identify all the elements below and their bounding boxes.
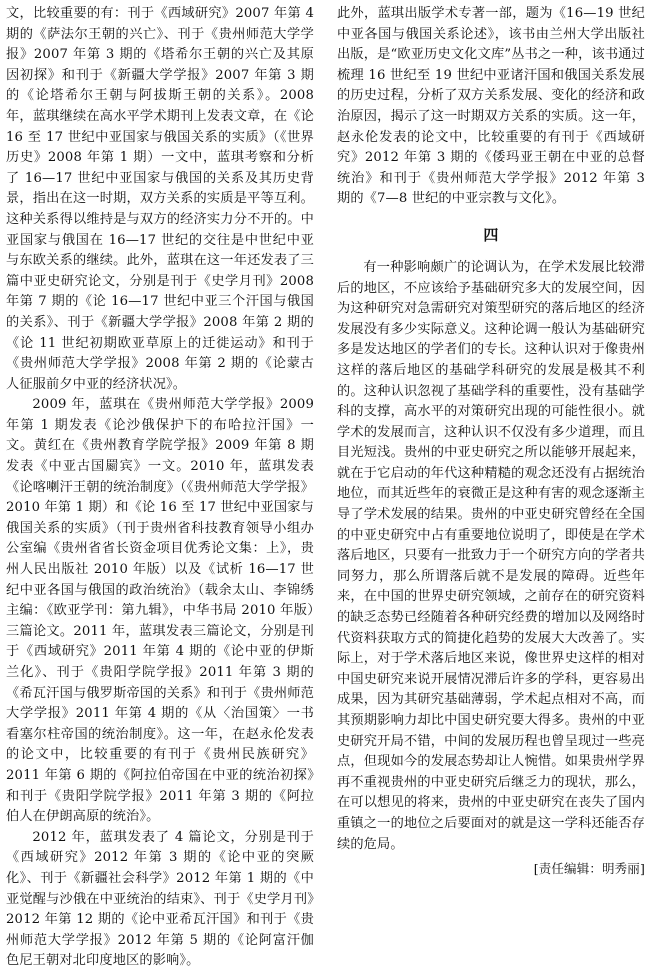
editor-note: [责任编辑：明秀丽]	[533, 861, 645, 877]
left-column	[6, 4, 314, 972]
section-heading: 四	[483, 225, 499, 244]
right-column	[337, 4, 645, 879]
paragraph-2012: 2012 年，蓝琪发表了 4 篇论文，分别是刊于《西域研究》2012 年第 3 期的《论中亚的突厥化》、刊于《新疆社会科学》2012 年第 1 期的《中亚觉醒与沙俄在中亚统治的结束》、刊于《史学月刊》2012 年第 12 期的《论中亚希瓦汗国》和刊于《贵州师范大学学报》2012 年第 5 期的《论阿富汗伽色尼王朝对北印度地区的影响》。	[6, 829, 314, 969]
paragraph-conclusion: 有一种影响颇广的论调认为，在学术发展比较滞后的地区，不应该给予基础研究多大的发展空间，因为这种研究对急需研究对策型研究的落后地区的经济发展没有多少实际意义。这种论调一般认为基础研究多是发达地区的学者们的专长。这种认识对于像贵州这样的落后地区的基础学科研究的发展是极其不利的。这种认识忽视了基础学科的重要性，没有基础学科的支撑，高水平的对策研究出现的可能性很小。就学术的发展而言，这种认识不仅没有多少道理，而且目光短浅。贵州的中亚史研究之所以能够开展起来，就在于它启动的年代这种精糙的观念还没有占据统治地位，而其近些年的衰微正是这种有害的观念逐渐主导了学术发展的结果。贵州的中亚史研究曾经在全国的中亚史研究中占有重要地位说明了，即使是在学术落后地区，只要有一批致力于一个研究方向的学者共同努力，那么所谓落后就不是发展的障碍。近些年来，在中国的世界史研究领域，之前存在的研究资料的缺乏态势已经随着各种研究经费的增加以及网络时代资料获取方式的简捷化趋势的发展大大改善了。实际上，对于学术落后地区来说，像世界史这样的相对中国史研究来说开展情况滞后许多的学科，更容易出成果，因为其研究基础薄弱，学术起点相对不高，而其预期影响力却比中国史研究要大得多。贵州的中亚史研究开局不错，中间的发展历程也曾呈现过一些亮点，但现如今的发展态势却让人惋惜。如果贵州学界再不重视贵州的中亚史研究后继乏力的现状，那么，在可以想见的将来，贵州的中亚史研究在丧失了国内重镇之一的地位之后要面对的就是这一学科还能否存续的危局。	[337, 259, 645, 852]
paragraph-monograph: 此外，蓝琪出版学术专著一部，题为《16—19 世纪中亚各国与俄国关系论述》，该书由兰州大学出版社出版，是“欧亚历史文化文库”丛书之一种，该书通过梳理 16 世纪至 19 世纪中亚诸汗国和俄国关系发展的历史过程，分析了双方关系发展、变化的经济和政治原因，揭示了这一时期双方关系的实质。这一年，赵永伦发表的论文中，比较重要的有刊于《西域研究》2012 年第 3 期的《倭玛亚王朝在中亚的总督统治》和刊于《贵州师范大学学报》2012 年第 3 期的《7—8 世纪的中亚宗教与文化》。	[337, 6, 645, 207]
paragraph-2009: 2009 年，蓝琪在《贵州师范大学学报》2009 年第 1 期发表《论沙俄保护下的布哈拉汗国》一文。黄红在《贵州教育学院学报》2009 年第 8 期发表《中亚古国罽宾》一文。2010 年，蓝琪发表《论喀喇汗王朝的统治制度》（《贵州师范大学学报》2010 年第 1 期）和《论 16 至 17 世纪中亚国家与俄国关系的实质》（刊于贵州省科技教育领导小组办公室编《贵州省省长资金项目优秀论文集：上》，贵州人民出版社 2010 年版）以及《试析 16—17 世纪中亚各国与俄国的政治统治》（载余太山、李锦绣主编：《欧亚学刊：第九辑》，中华书局 2010 年版）三篇论文。2011 年，蓝琪发表三篇论文，分别是刊于《西域研究》2011 年第 4 期的《论中亚的伊斯兰化》、刊于《贵阳学院学报》2011 年第 3 期的《希瓦汗国与俄罗斯帝国的关系》和刊于《贵州师范大学学报》2011 年第 4 期的《从〈治国策〉一书看塞尔柱帝国的统治制度》。这一年，在赵永伦发表的论文中，比较重要的有刊于《贵州民族研究》2011 年第 6 期的《阿拉伯帝国在中亚的统治初探》和刊于《贵阳学院学报》2011 年第 3 期的《阿拉伯人在伊朗高原的统治》。	[6, 397, 314, 825]
paragraph-continued: 文，比较重要的有：刊于《西域研究》2007 年第 4 期的《萨法尔王朝的兴亡》、刊于《贵州师范大学学报》2007 年第 3 期的《塔希尔王朝的兴亡及其原因初探》和刊于《新疆大学学报》2007 年第 3 期的《论塔希尔王朝与阿拔斯王朝的关系》。2008 年，蓝琪继续在高水平学术期刊上发表文章，在《论 16 至 17 世纪中亚国家与俄国关系的实质》（《世界历史》2008 年第 1 期）一文中，蓝琪考察和分析了 16—17 世纪中亚国家与俄国的关系及其历史背景，指出在这一时期，双方关系的实质是平等互利。这种关系得以维持是与双方的经济实力分不开的。中亚国家与俄国在 16—17 世纪的交往是中世纪中亚与东欧关系的继续。此外，蓝琪在这一年还发表了三篇中亚史研究论文，分别是刊于《史学月刊》2008 年第 7 期的《论 16—17 世纪中亚三个汗国与俄国的关系》、刊于《新疆大学学报》2008 年第 2 期的《论 11 世纪初期欧亚草原上的迁徙运动》和刊于《贵州师范大学学报》2008 年第 2 期的《论蒙古人征服前夕中亚的经济状况》。	[6, 6, 314, 392]
